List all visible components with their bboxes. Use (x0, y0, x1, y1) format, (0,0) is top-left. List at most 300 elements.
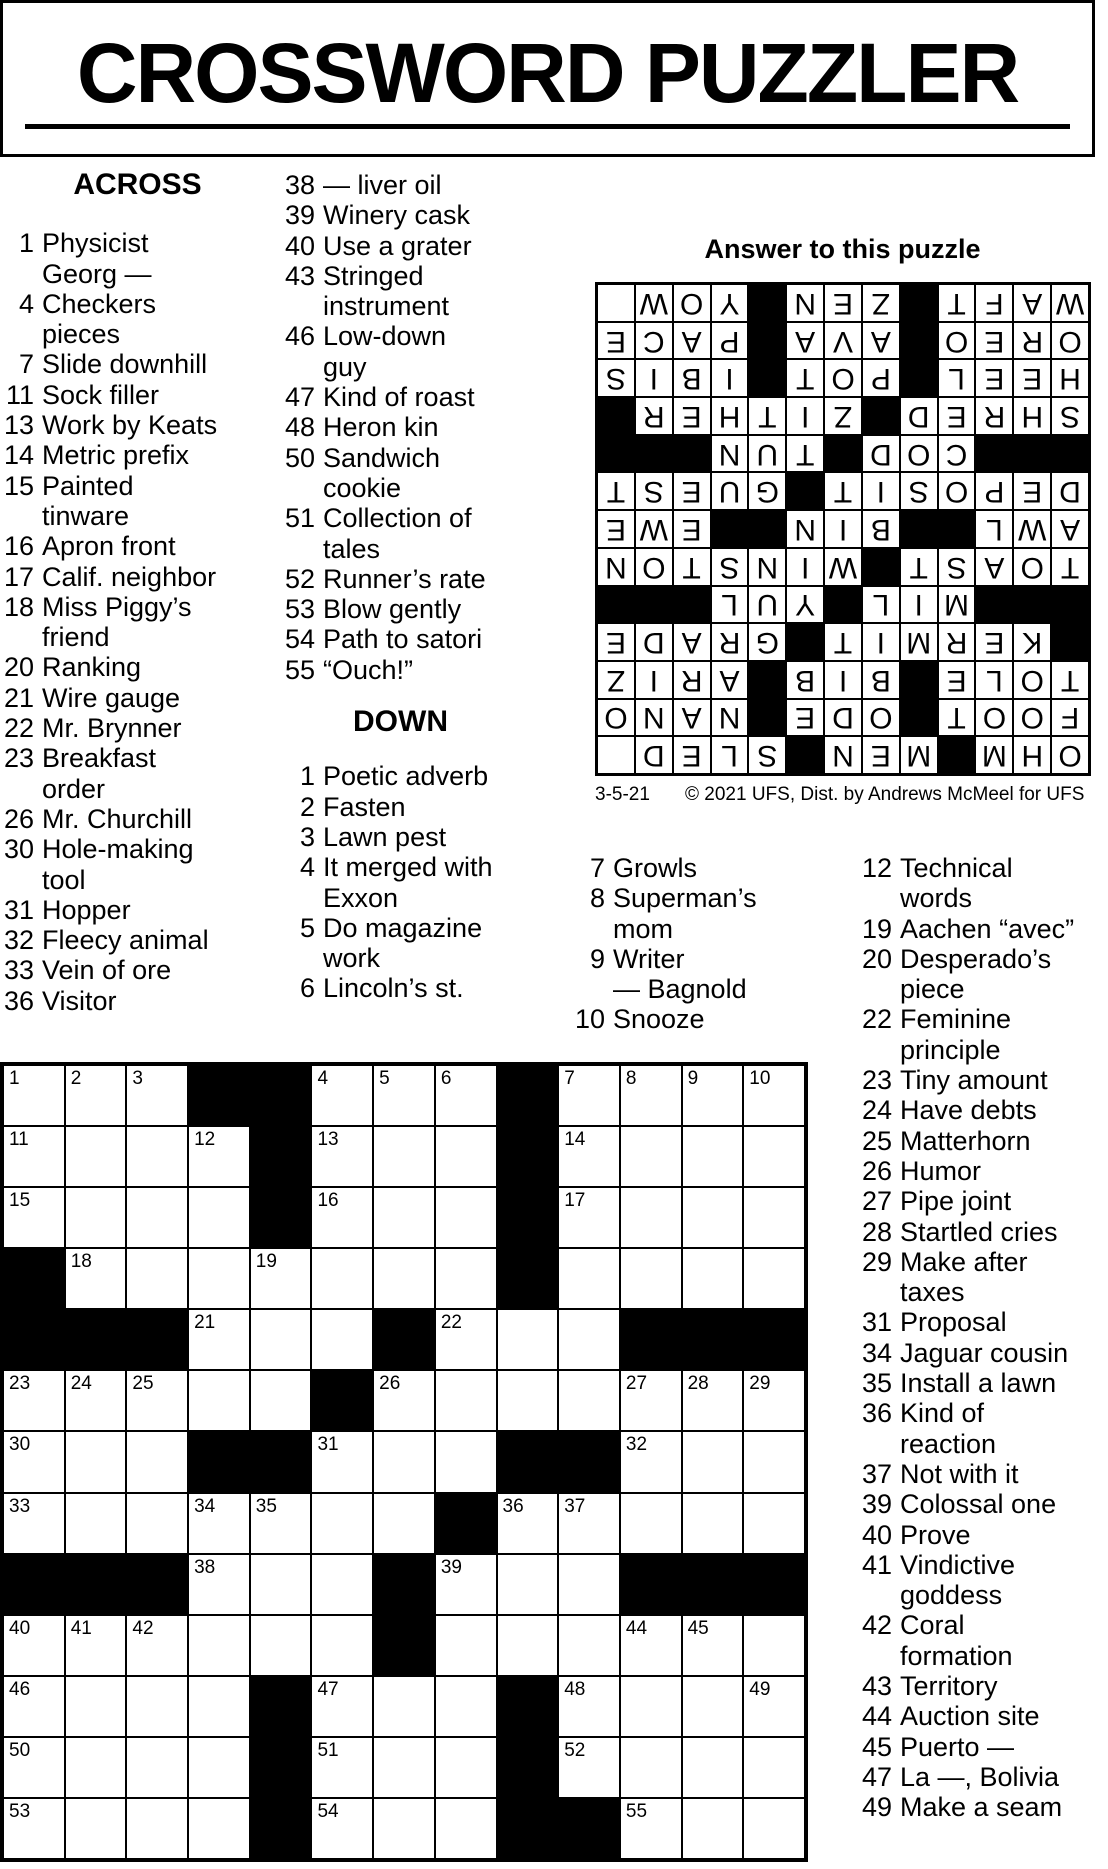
clue-line (278, 973, 523, 1003)
grid-cell[interactable] (435, 1309, 497, 1370)
clue-line (0, 440, 275, 470)
grid-cell[interactable] (558, 1493, 620, 1554)
clue-number: 36 (3, 985, 34, 1016)
clue-line (855, 1277, 1108, 1307)
grid-cell[interactable] (682, 1248, 744, 1309)
clue-line (0, 259, 275, 289)
grid-cell[interactable] (126, 1737, 188, 1798)
grid-cell[interactable] (743, 1493, 805, 1554)
grid-cell[interactable] (311, 1798, 373, 1859)
answer-letter: B (673, 359, 711, 397)
grid-cell[interactable] (620, 1615, 682, 1676)
grid-cell[interactable] (435, 1798, 497, 1859)
cell-number: 38 (194, 1556, 216, 1578)
clue-text: Blow gently (323, 594, 462, 625)
clue-line (278, 261, 523, 291)
answer-letter: D (824, 699, 862, 737)
clue-text: Apron front (42, 531, 176, 562)
clue-number: 14 (3, 440, 34, 471)
grid-cell[interactable] (682, 1737, 744, 1798)
grid-cell[interactable] (558, 1065, 620, 1126)
grid-cell[interactable] (3, 1370, 65, 1431)
black-square (250, 1065, 312, 1126)
clue-text: Work by Keats (42, 410, 218, 441)
clue-line (855, 1520, 1108, 1550)
grid-cell[interactable] (126, 1187, 188, 1248)
cell-number: 26 (379, 1373, 401, 1395)
clue-text: Make a seam (900, 1792, 1063, 1823)
cell-number: 53 (9, 1800, 31, 1822)
grid-cell[interactable] (188, 1798, 250, 1859)
grid-cell[interactable] (188, 1493, 250, 1554)
answer-black-square (938, 736, 976, 774)
clue-text: — Bagnold (613, 974, 747, 1005)
grid-cell[interactable] (682, 1065, 744, 1126)
grid-cell[interactable] (250, 1554, 312, 1615)
clue-text: Winery cask (323, 200, 471, 231)
grid-cell[interactable] (65, 1126, 127, 1187)
grid-cell[interactable] (558, 1615, 620, 1676)
grid-cell[interactable] (435, 1615, 497, 1676)
answer-letter: S (635, 472, 673, 510)
grid-cell[interactable] (373, 1187, 435, 1248)
black-square (497, 1065, 559, 1126)
grid-cell[interactable] (311, 1309, 373, 1370)
grid-cell[interactable] (435, 1248, 497, 1309)
clue-number: 54 (284, 624, 315, 655)
grid-cell[interactable] (188, 1554, 250, 1615)
grid-cell[interactable] (743, 1431, 805, 1492)
clue-list (278, 170, 523, 685)
clue-line (855, 914, 1108, 944)
grid-cell[interactable] (126, 1493, 188, 1554)
grid-cell[interactable] (558, 1370, 620, 1431)
grid-cell[interactable] (250, 1493, 312, 1554)
answer-letter: O (673, 284, 711, 322)
clue-number (0, 774, 42, 804)
answer-letter: I (824, 510, 862, 548)
grid-cell[interactable] (682, 1676, 744, 1737)
clue-text: principle (900, 1034, 1001, 1065)
across-clues-column-2 (278, 170, 523, 1004)
masthead (0, 0, 1095, 157)
grid-cell[interactable] (743, 1187, 805, 1248)
answer-letter: Z (862, 284, 900, 322)
answer-letter: E (1013, 472, 1051, 510)
answer-letter: M (900, 623, 938, 661)
clue-number: 53 (284, 594, 315, 625)
clue-number: 31 (861, 1307, 892, 1338)
clue-line (855, 1641, 1108, 1671)
clue-text: Breakfast (42, 743, 157, 774)
grid-cell[interactable] (250, 1615, 312, 1676)
answer-letter: U (711, 472, 749, 510)
clue-text: Do magazine (323, 912, 483, 943)
grid-cell[interactable] (65, 1798, 127, 1859)
answer-letter: M (938, 586, 976, 624)
grid-cell[interactable] (65, 1737, 127, 1798)
grid-cell[interactable] (497, 1554, 559, 1615)
clue-text: Startled cries (900, 1216, 1058, 1247)
grid-cell[interactable] (435, 1676, 497, 1737)
grid-cell[interactable] (3, 1676, 65, 1737)
clue-number: 22 (3, 713, 34, 744)
clue-line (0, 501, 275, 531)
answer-letter: O (1051, 322, 1089, 360)
clue-number: 31 (3, 894, 34, 925)
clue-line (855, 1247, 1108, 1277)
answer-letter: W (1051, 284, 1089, 322)
clue-number: 32 (3, 925, 34, 956)
answer-letter: Y (786, 586, 824, 624)
grid-cell[interactable] (65, 1065, 127, 1126)
puzzle-date: 3-5-21 (595, 784, 650, 805)
clue-number: 25 (861, 1125, 892, 1156)
answer-letter: S (597, 359, 635, 397)
grid-cell[interactable] (188, 1309, 250, 1370)
answer-letter: I (824, 661, 862, 699)
grid-cell[interactable] (373, 1737, 435, 1798)
cell-number: 52 (564, 1739, 586, 1761)
clue-text: taxes (900, 1277, 965, 1308)
clue-line (0, 713, 275, 743)
grid-cell[interactable] (558, 1676, 620, 1737)
answer-letter: Y (711, 284, 749, 322)
grid-cell[interactable] (373, 1431, 435, 1492)
clue-text: Use a grater (323, 230, 472, 261)
grid-cell[interactable] (435, 1370, 497, 1431)
grid-cell[interactable] (620, 1431, 682, 1492)
answer-letter: G (748, 472, 786, 510)
cell-number: 49 (749, 1678, 771, 1700)
black-square (373, 1615, 435, 1676)
grid-cell[interactable] (373, 1676, 435, 1737)
grid-cell[interactable] (558, 1309, 620, 1370)
cell-number: 27 (625, 1373, 648, 1395)
grid-cell[interactable] (311, 1737, 373, 1798)
cell-number: 7 (564, 1068, 575, 1089)
clue-line (278, 852, 523, 882)
answer-letter: D (635, 736, 673, 774)
grid-cell[interactable] (3, 1798, 65, 1859)
clue-number: 1 (18, 228, 34, 259)
grid-cell[interactable] (558, 1554, 620, 1615)
answer-letter: A (673, 699, 711, 737)
clue-number: 9 (589, 943, 605, 974)
answer-letter: N (635, 699, 673, 737)
grid-cell[interactable] (3, 1126, 65, 1187)
answer-letter: E (975, 359, 1013, 397)
clue-text: Territory (900, 1671, 998, 1702)
answer-letter: A (673, 623, 711, 661)
grid-cell[interactable] (250, 1370, 312, 1431)
answer-letter: I (786, 548, 824, 586)
cell-number: 24 (70, 1373, 92, 1395)
grid-cell[interactable] (126, 1615, 188, 1676)
grid-cell[interactable] (3, 1615, 65, 1676)
grid-cell[interactable] (497, 1370, 559, 1431)
clue-text: Make after (900, 1246, 1028, 1277)
grid-cell[interactable] (373, 1493, 435, 1554)
clue-number (278, 352, 323, 382)
clue-line (278, 443, 523, 473)
answer-letter: R (673, 661, 711, 699)
grid-cell[interactable] (126, 1126, 188, 1187)
grid-cell[interactable] (620, 1126, 682, 1187)
grid-cell[interactable] (311, 1187, 373, 1248)
grid-cell[interactable] (188, 1370, 250, 1431)
grid-cell[interactable] (620, 1737, 682, 1798)
grid-cell[interactable] (682, 1431, 744, 1492)
grid-cell[interactable] (435, 1737, 497, 1798)
clue-text: Physicist (42, 228, 149, 259)
grid-cell[interactable] (682, 1615, 744, 1676)
clue-text: Wire gauge (42, 682, 181, 713)
clue-text: guy (323, 351, 367, 382)
cell-number: 15 (9, 1190, 31, 1212)
answer-letter: R (711, 623, 749, 661)
clue-list (278, 761, 523, 1003)
clue-text: Miss Piggy’s (42, 591, 192, 622)
grid-cell[interactable] (188, 1737, 250, 1798)
answer-letter: A (1013, 284, 1051, 322)
grid-cell[interactable] (3, 1493, 65, 1554)
answer-letter: O (1013, 699, 1051, 737)
clue-number (0, 865, 42, 895)
clue-number: 2 (299, 791, 315, 822)
answer-letter: L (975, 661, 1013, 699)
answer-black-square (748, 699, 786, 737)
grid-cell[interactable] (373, 1248, 435, 1309)
grid-cell[interactable] (311, 1615, 373, 1676)
answer-letter: T (824, 623, 862, 661)
grid-cell[interactable] (188, 1126, 250, 1187)
clue-text: Kind of roast (323, 382, 475, 413)
clue-text: Calif. neighbor (42, 561, 217, 592)
grid-cell[interactable] (620, 1248, 682, 1309)
clue-line (0, 955, 275, 985)
clue-line (855, 1429, 1108, 1459)
clue-text: Puerto — (900, 1731, 1015, 1762)
grid-cell[interactable] (65, 1493, 127, 1554)
grid-cell[interactable] (126, 1798, 188, 1859)
grid-cell[interactable] (188, 1676, 250, 1737)
answer-black-square (1013, 435, 1051, 473)
clue-text: Install a lawn (900, 1368, 1057, 1399)
grid-cell[interactable] (126, 1248, 188, 1309)
grid-cell[interactable] (435, 1187, 497, 1248)
grid-cell[interactable] (682, 1798, 744, 1859)
clue-number: 23 (861, 1065, 892, 1096)
grid-cell[interactable] (311, 1065, 373, 1126)
clue-line (278, 534, 523, 564)
grid-cell[interactable] (743, 1126, 805, 1187)
cell-number: 29 (749, 1373, 771, 1395)
grid-cell[interactable] (743, 1370, 805, 1431)
answer-letter: T (1051, 661, 1089, 699)
grid-cell[interactable] (682, 1370, 744, 1431)
grid-cell[interactable] (558, 1737, 620, 1798)
answer-letter: W (635, 510, 673, 548)
clue-line (855, 1550, 1108, 1580)
grid-cell[interactable] (682, 1187, 744, 1248)
grid-cell[interactable] (743, 1248, 805, 1309)
grid-cell[interactable] (3, 1431, 65, 1492)
black-square (682, 1309, 744, 1370)
grid-cell[interactable] (743, 1676, 805, 1737)
grid-cell[interactable] (620, 1798, 682, 1859)
grid-cell[interactable] (250, 1248, 312, 1309)
grid-cell[interactable] (65, 1431, 127, 1492)
grid-cell[interactable] (311, 1431, 373, 1492)
grid-cell[interactable] (435, 1554, 497, 1615)
grid-cell[interactable] (620, 1493, 682, 1554)
answer-letter: Z (597, 661, 635, 699)
grid-cell[interactable] (65, 1676, 127, 1737)
cell-number: 34 (194, 1495, 216, 1517)
answer-letter: I (862, 472, 900, 510)
clue-number: 15 (3, 470, 34, 501)
grid-cell[interactable] (497, 1615, 559, 1676)
clue-number: 45 (861, 1731, 892, 1762)
clue-number: 51 (284, 503, 315, 534)
grid-cell[interactable] (435, 1431, 497, 1492)
grid-cell[interactable] (373, 1370, 435, 1431)
clue-text: Matterhorn (900, 1125, 1031, 1156)
grid-cell[interactable] (435, 1126, 497, 1187)
grid-cell[interactable] (743, 1798, 805, 1859)
clue-text: tales (323, 533, 381, 564)
clue-line (855, 1126, 1108, 1156)
clue-number: 39 (861, 1489, 892, 1520)
answer-letter: N (824, 736, 862, 774)
clue-text: Georg — (42, 258, 152, 289)
grid-cell[interactable] (373, 1798, 435, 1859)
answer-letter: L (938, 359, 976, 397)
grid-cell[interactable] (743, 1065, 805, 1126)
grid-cell[interactable] (126, 1370, 188, 1431)
grid-cell[interactable] (497, 1309, 559, 1370)
clue-line (855, 1065, 1108, 1095)
answer-black-square (900, 510, 938, 548)
clue-text: Lawn pest (323, 821, 447, 852)
answer-letter: N (786, 284, 824, 322)
clue-number: 26 (3, 803, 34, 834)
black-square (65, 1309, 127, 1370)
grid-cell[interactable] (65, 1248, 127, 1309)
grid-cell[interactable] (497, 1493, 559, 1554)
grid-cell[interactable] (373, 1065, 435, 1126)
grid-cell[interactable] (620, 1370, 682, 1431)
clue-number: 43 (861, 1671, 892, 1702)
cell-number: 40 (9, 1617, 31, 1639)
answer-letter: S (711, 548, 749, 586)
answer-letter: Z (824, 397, 862, 435)
clue-text: Vein of ore (42, 955, 172, 986)
grid-cell[interactable] (682, 1126, 744, 1187)
clue-text: Visitor (42, 985, 117, 1016)
answer-letter: V (824, 322, 862, 360)
grid-cell[interactable] (65, 1370, 127, 1431)
clue-text: Poetic adverb (323, 761, 489, 792)
grid-cell[interactable] (3, 1065, 65, 1126)
clue-text: tool (42, 864, 86, 895)
answer-black-square (748, 510, 786, 548)
black-square (65, 1554, 127, 1615)
answer-letter: R (635, 397, 673, 435)
page-title: CROSSWORD PUZZLER (76, 26, 1019, 120)
answer-letter: I (635, 359, 673, 397)
grid-cell[interactable] (311, 1554, 373, 1615)
grid-cell[interactable] (126, 1431, 188, 1492)
clue-text: Fasten (323, 791, 406, 822)
grid-cell[interactable] (435, 1065, 497, 1126)
grid-cell[interactable] (3, 1187, 65, 1248)
black-square (497, 1248, 559, 1309)
clue-line (0, 410, 275, 440)
grid-cell[interactable] (3, 1737, 65, 1798)
clue-number (278, 883, 323, 913)
grid-cell[interactable] (311, 1493, 373, 1554)
cell-number: 44 (625, 1617, 648, 1639)
cell-number: 19 (255, 1251, 277, 1273)
clue-number: 11 (5, 379, 34, 410)
clue-text: — liver oil (323, 170, 442, 200)
answer-letter: A (1051, 510, 1089, 548)
answer-black-square (786, 472, 824, 510)
grid-cell[interactable] (311, 1676, 373, 1737)
grid-cell[interactable] (620, 1676, 682, 1737)
grid-cell[interactable] (250, 1309, 312, 1370)
grid-cell[interactable] (311, 1248, 373, 1309)
cell-number: 30 (9, 1434, 31, 1456)
grid-cell[interactable] (558, 1126, 620, 1187)
grid-cell[interactable] (188, 1615, 250, 1676)
grid-cell[interactable] (126, 1065, 188, 1126)
grid-cell[interactable] (188, 1248, 250, 1309)
grid-cell[interactable] (558, 1248, 620, 1309)
clue-line (855, 1307, 1108, 1337)
clue-line (855, 1095, 1108, 1125)
answer-letter: H (711, 397, 749, 435)
cell-number: 35 (255, 1495, 277, 1517)
clue-line (278, 321, 523, 351)
answer-letter: N (711, 699, 749, 737)
grid-cell[interactable] (65, 1615, 127, 1676)
clue-line (0, 895, 275, 925)
clue-line (855, 1217, 1108, 1247)
clue-list (570, 853, 810, 1035)
grid-cell[interactable] (558, 1187, 620, 1248)
grid-cell[interactable] (126, 1676, 188, 1737)
grid-cell[interactable] (620, 1187, 682, 1248)
grid-cell[interactable] (682, 1493, 744, 1554)
grid-cell[interactable] (743, 1615, 805, 1676)
clue-number: 22 (861, 1004, 892, 1035)
clue-number: 4 (299, 852, 315, 883)
clue-line (0, 562, 275, 592)
clue-text: Sandwich (323, 442, 441, 473)
grid-cell[interactable] (373, 1126, 435, 1187)
grid-cell[interactable] (188, 1187, 250, 1248)
grid-cell[interactable] (743, 1737, 805, 1798)
clue-text: La —, Bolivia (900, 1761, 1060, 1792)
answer-black-square (900, 322, 938, 360)
clue-number: 12 (861, 853, 892, 883)
grid-cell[interactable] (311, 1126, 373, 1187)
grid-cell[interactable] (65, 1187, 127, 1248)
grid-cell[interactable] (620, 1065, 682, 1126)
